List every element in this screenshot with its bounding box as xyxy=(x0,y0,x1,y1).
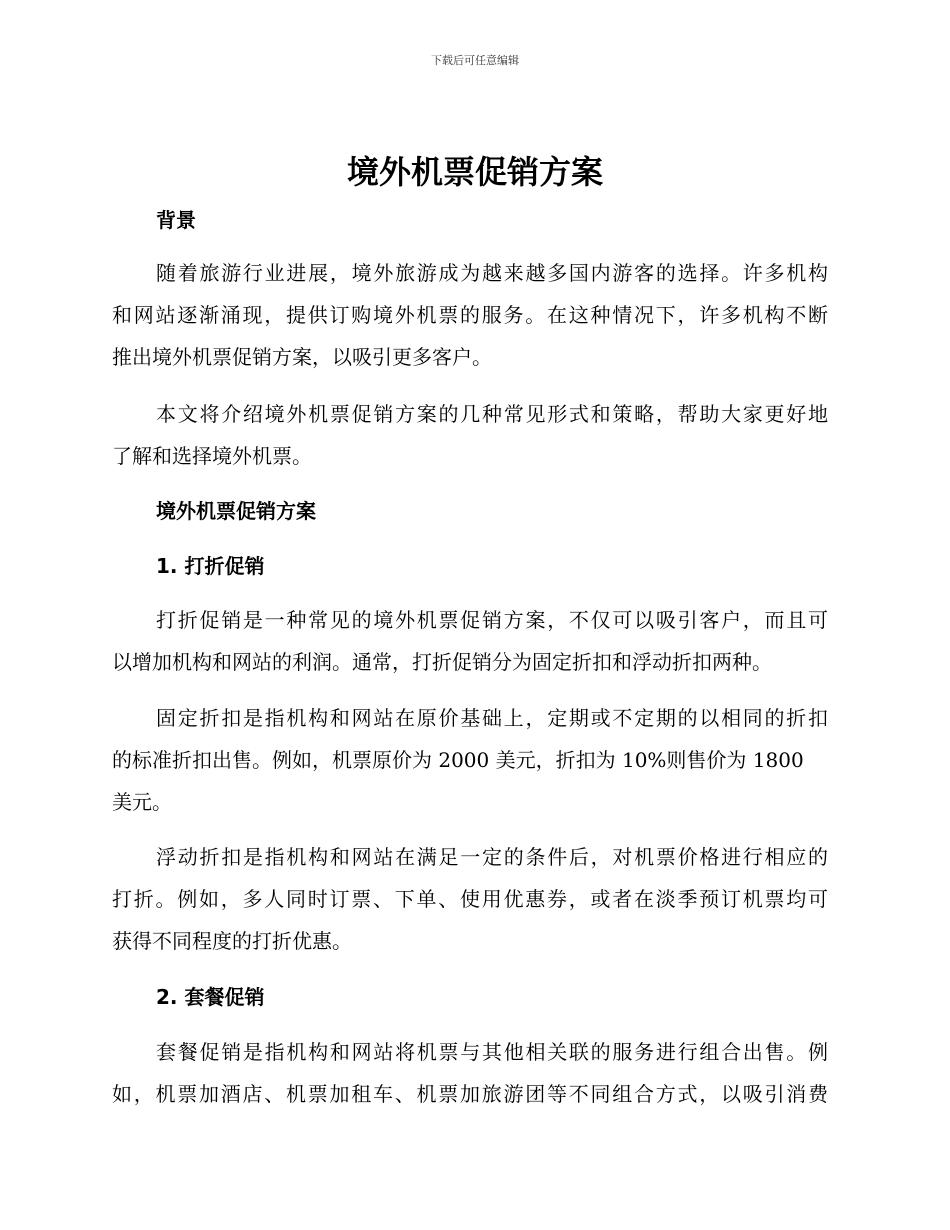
paragraph-line: 推出境外机票促销方案，以吸引更多客户。 xyxy=(112,345,492,369)
section-heading-package: 2. 套餐促销 xyxy=(156,985,265,1009)
paragraph-line: 获得不同程度的打折优惠。 xyxy=(112,929,352,953)
paragraph-line: 随着旅游行业进展，境外旅游成为越来越多国内游客的选择。许多机构 xyxy=(156,261,828,285)
section-heading-discount: 1. 打折促销 xyxy=(156,554,265,578)
paragraph-floating-discount xyxy=(112,836,828,962)
section-heading-plans: 境外机票促销方案 xyxy=(156,499,316,523)
page-header: 下载后可任意编辑 xyxy=(431,54,519,67)
paragraph-discount-1 xyxy=(112,599,828,683)
paragraph-line: 浮动折扣是指机构和网站在满足一定的条件后，对机票价格进行相应的 xyxy=(156,845,828,869)
paragraph-line: 固定折扣是指机构和网站在原价基础上，定期或不定期的以相同的折扣 xyxy=(156,706,828,730)
paragraph-background-1 xyxy=(112,252,828,378)
paragraph-line: 以增加机构和网站的利润。通常，打折促销分为固定折扣和浮动折扣两种。 xyxy=(112,650,772,674)
paragraph-fixed-discount xyxy=(112,697,828,823)
paragraph-background-2 xyxy=(112,393,828,477)
paragraph-package xyxy=(112,1031,828,1115)
paragraph-line: 的标准折扣出售。例如，机票原价为 2000 美元，折扣为 10%则售价为 1800 xyxy=(112,748,804,772)
paragraph-line: 套餐促销是指机构和网站将机票与其他相关联的服务进行组合出售。例 xyxy=(156,1040,828,1064)
paragraph-line: 了解和选择境外机票。 xyxy=(112,444,312,468)
document-title: 境外机票促销方案 xyxy=(346,153,603,191)
paragraph-line: 打折。例如，多人同时订票、下单、使用优惠券，或者在淡季预订机票均可 xyxy=(112,887,828,911)
section-heading-background: 背景 xyxy=(156,208,196,232)
paragraph-line: 打折促销是一种常见的境外机票促销方案，不仅可以吸引客户，而且可 xyxy=(156,608,828,632)
paragraph-line: 本文将介绍境外机票促销方案的几种常见形式和策略，帮助大家更好地 xyxy=(156,402,828,426)
paragraph-line: 如，机票加酒店、机票加租车、机票加旅游团等不同组合方式，以吸引消费 xyxy=(112,1082,828,1106)
paragraph-line: 美元。 xyxy=(112,790,172,814)
paragraph-line: 和网站逐渐涌现，提供订购境外机票的服务。在这种情况下，许多机构不断 xyxy=(112,303,828,327)
